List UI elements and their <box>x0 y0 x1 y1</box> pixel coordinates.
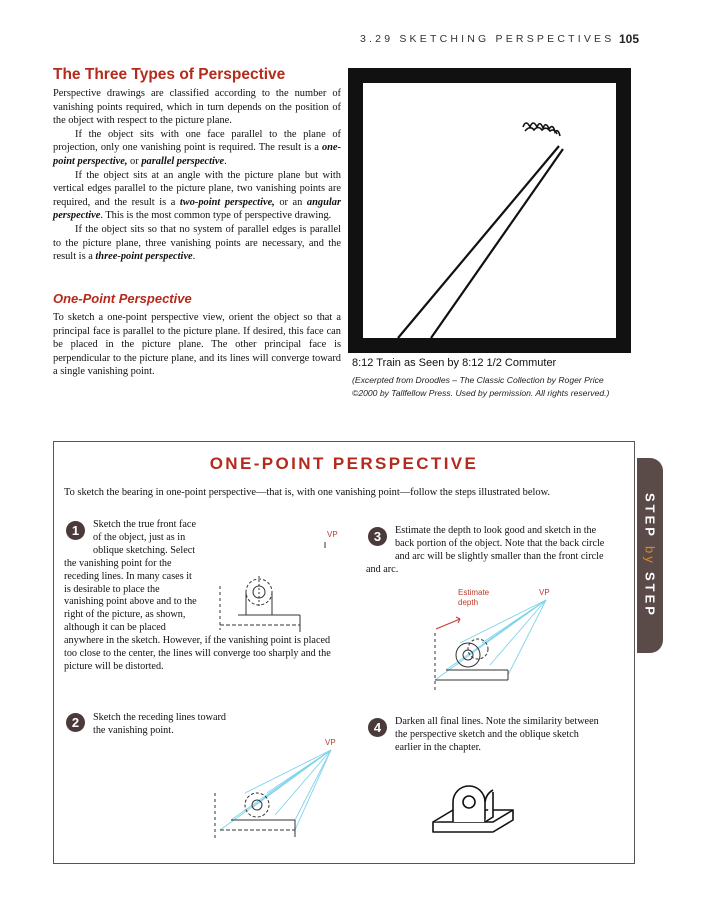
section-title: The Three Types of Perspective <box>53 66 286 83</box>
running-head: 3.29 SKETCHING PERSPECTIVES <box>360 33 615 45</box>
step-3-badge: 3 <box>368 527 387 546</box>
term-two-point: two-point perspective, <box>179 196 275 208</box>
step-2-badge: 2 <box>66 713 85 732</box>
step-3-text: Estimate the depth to look good and sketch in the back portion of the object. Note that the back circle and arc will be slightly smaller than the front circle and arc. <box>366 525 605 575</box>
step-2-sketch <box>205 745 340 845</box>
droodle-frame <box>348 68 631 353</box>
term-three-point: three-point perspective <box>95 251 193 263</box>
vp-label-step-3: VP <box>539 588 550 597</box>
paragraph-4: If the object sits so that no system of parallel edges is parallel to the picture plane, three vanishing points are necessary, and the result is a three-point perspective. <box>53 223 341 263</box>
section-body <box>53 87 341 264</box>
step-4-text: Darken all final lines. Note the similarity between the perspective sketch and the oblique sketch earlier in the chapter. <box>395 716 599 753</box>
page-number: 105 <box>619 32 640 46</box>
step-1-badge: 1 <box>66 521 85 540</box>
paragraph-1: Perspective drawings are classified according to the number of vanishing points required, which in turn depends on the position of the object with respect to the picture plane. <box>53 88 341 127</box>
paragraph-2: If the object sits with one face parallel to the plane of projection, only one vanishing point is required. The result is a one-point perspective, or parallel perspective. <box>53 128 341 167</box>
step-by-step-tab: STEP by STEP <box>637 458 663 653</box>
subsection-title: One-Point Perspective <box>53 291 192 306</box>
figure-credit: (Excerpted from Droodles – The Classic Collection by Roger Price ©2000 by Tallfellow Press. Used by permission. All rights reserved.) <box>352 375 610 398</box>
term-parallel: parallel perspective <box>141 155 225 167</box>
subsection-body <box>53 311 341 379</box>
box-intro: To sketch the bearing in one-point perspective—that is, with one vanishing point—follow the steps illustrated below. <box>64 487 550 498</box>
subsection-text: To sketch a one-point perspective view, orient the object so that a principal face is parallel to the picture plane. If desired, this face can be placed in the picture plane. The other principal face is perpendicular to the picture plane, and its lines will converge toward a single vanishing point. <box>53 312 341 378</box>
term-one-point: one-point perspective, <box>53 142 341 167</box>
term-angular: angular perspective <box>53 196 341 222</box>
paragraph-3: If the object sits at an angle with the picture plane but with vertical edges parallel to the picture plane, two vanishing points are required, and the result is a two-point perspective, or an angular perspective. This is the most common type of perspective drawing. <box>53 169 341 222</box>
step-3-sketch <box>420 595 555 695</box>
vp-label-step-2: VP <box>325 738 336 747</box>
box-title: ONE-POINT PERSPECTIVE <box>209 454 479 473</box>
figure-caption: 8:12 Train as Seen by 8:12 1/2 Commuter <box>352 357 557 369</box>
smoke-icon <box>523 123 560 136</box>
step-2-text: Sketch the receding lines toward the vanishing point. <box>93 712 226 736</box>
step-4-bearing-sketch <box>428 780 523 842</box>
step-1-text: Sketch the true front face of the object, just as in oblique sketching. Select the vanishing point for the receding lines. In many cases it is desirable to place the vanishing point above and to the right of the picture, as shown, although it can be placed anywhere in the sketch. However, if the vanishing point is placed too close to the center, the lines will converge too sharply and the picture will be distorted. <box>64 519 331 672</box>
droodle-canvas <box>363 83 616 338</box>
estimate-depth-label: Estimate depth <box>458 588 490 607</box>
train-droodle-image <box>363 83 616 338</box>
step-4-badge: 4 <box>368 718 387 737</box>
step-1-sketch <box>208 540 338 640</box>
vp-label-step-1: VP <box>327 530 338 539</box>
